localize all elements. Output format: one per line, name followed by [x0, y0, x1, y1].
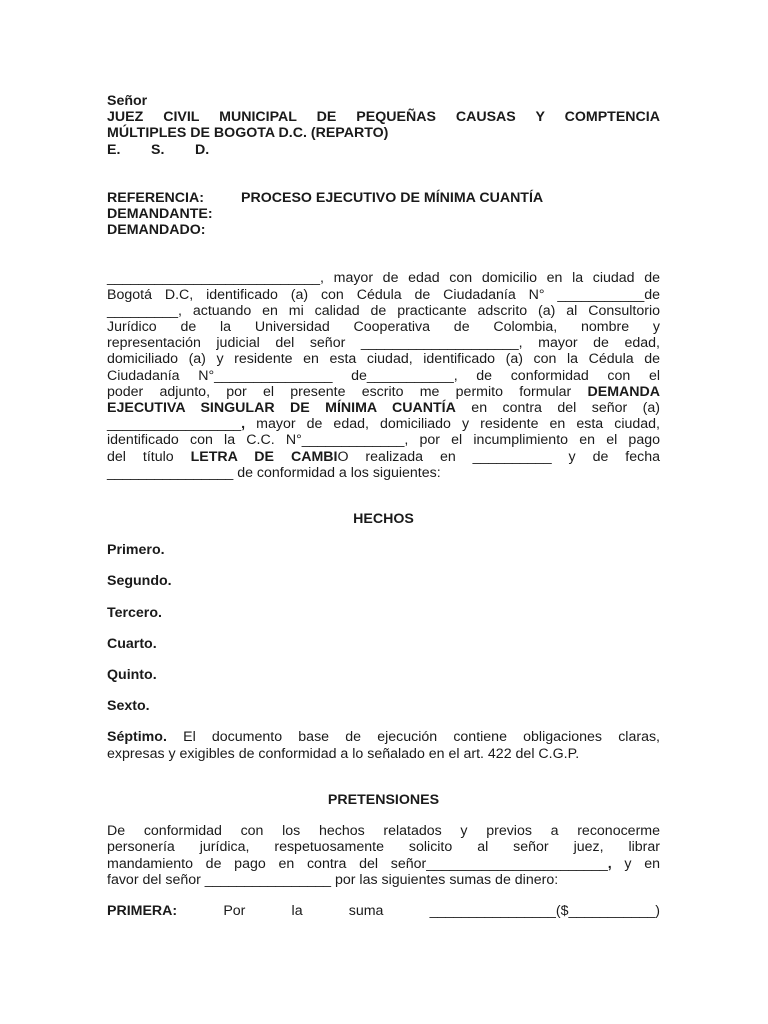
demanda-bold: DEMANDA — [587, 383, 660, 400]
pretensiones-line: personería jurídica, respetuosamente solicito al señor juez, librar — [107, 839, 660, 856]
court-line-2: MÚLTIPLES DE BOGOTA D.C. (REPARTO) — [107, 125, 389, 142]
hecho-item: Primero. — [107, 542, 165, 559]
letra-de-cambio-bold: LETRA DE CAMBI — [190, 448, 338, 465]
septimo-line-2: expresas y exigibles de conformidad a lo señalado en el art. 422 del C.G.P. — [107, 745, 580, 762]
primera-word: la — [291, 902, 303, 919]
intro-line: identificado con la C.C. N°_____________, por el incumplimiento en el pago — [107, 432, 660, 449]
demanda-type-bold: EJECUTIVA SINGULAR DE MÍNIMA CUANTÍA — [107, 400, 456, 417]
pretensiones-text: y en — [611, 855, 660, 872]
primera-line — [107, 903, 660, 919]
pretensiones-line: favor del señor ________________ por las siguientes sumas de dinero: — [107, 871, 559, 888]
hecho-item: Tercero. — [107, 604, 162, 621]
intro-line: ________________ de conformidad a los siguientes: — [107, 464, 441, 481]
intro-line: domiciliado (a) y residente en esta ciudad, identificado (a) con la Cédula de — [107, 351, 660, 368]
intro-line: Bogotá D.C, identificado (a) con Cédula de Ciudadanía N° ___________de — [107, 286, 660, 303]
esd-e: E. — [107, 141, 121, 158]
intro-line: _________, actuando en mi calidad de practicante adscrito (a) al Consultorio — [107, 302, 660, 319]
bold-comma: , — [607, 855, 612, 872]
esd-line — [107, 142, 660, 158]
intro-text: del título — [107, 448, 191, 465]
primera-word: Por — [223, 902, 246, 919]
pretensiones-line: De conformidad con los hechos relatados y previos a reconocerme — [107, 823, 660, 840]
hechos-title: HECHOS — [353, 511, 414, 528]
pretensiones-text: mandamiento de pago en contra del señor_______________________ — [107, 855, 608, 872]
septimo-text: El documento base de ejecución contiene obligaciones claras, — [166, 729, 660, 746]
esd-d: D. — [195, 141, 210, 158]
hecho-item: Segundo. — [107, 573, 172, 590]
blank-field: _________________ — [107, 416, 242, 433]
pretensiones-line — [107, 856, 660, 872]
intro-line — [107, 384, 660, 400]
intro-line: ___________________________, mayor de edad con domicilio en la ciudad de — [107, 270, 660, 287]
intro-text: en contra del señor (a) — [455, 400, 660, 417]
esd-s: S. — [151, 141, 165, 158]
demandante-label: DEMANDANTE: — [107, 206, 213, 223]
hecho-item: Cuarto. — [107, 635, 157, 652]
document-body — [107, 93, 660, 919]
reference-value: PROCESO EJECUTIVO DE MÍNIMA CUANTÍA — [241, 189, 544, 206]
primera-word: suma — [348, 902, 384, 919]
intro-paragraph — [107, 270, 660, 481]
salutation: Señor — [107, 93, 148, 109]
intro-line — [107, 400, 660, 416]
primera-label: PRIMERA: — [107, 902, 178, 919]
intro-line: representación judicial del señor ____________________, mayor de edad, — [107, 335, 660, 352]
intro-line: Jurídico de la Universidad Cooperativa de Colombia, nombre y — [107, 319, 660, 336]
intro-text: O realizada en __________ y de fecha — [337, 448, 660, 465]
intro-line — [107, 449, 660, 465]
pretensiones-paragraph — [107, 823, 660, 888]
intro-line: Ciudadanía N°_______________ de___________, de conformidad con el — [107, 367, 660, 384]
hecho-item: Sexto. — [107, 698, 150, 715]
intro-line — [107, 416, 660, 432]
hecho-item: Quinto. — [107, 667, 157, 684]
intro-text: mayor de edad, domiciliado y residente en esta ciudad, — [245, 416, 660, 433]
reference-label: REFERENCIA: — [107, 189, 204, 206]
pretensiones-title: PRETENSIONES — [327, 791, 440, 808]
court-line-1: JUEZ CIVIL MUNICIPAL DE PEQUEÑAS CAUSAS Y COMPTENCIA — [107, 109, 660, 126]
septimo-line-1 — [107, 729, 660, 745]
primera-amount-blank: ________________($___________) — [429, 902, 660, 919]
septimo-label: Séptimo. — [107, 729, 167, 746]
reference-row — [107, 190, 660, 206]
bold-comma: , — [241, 416, 246, 433]
demandado-label: DEMANDADO: — [107, 222, 206, 239]
intro-text: poder adjunto, por el presente escrito me permito formular — [107, 383, 572, 400]
